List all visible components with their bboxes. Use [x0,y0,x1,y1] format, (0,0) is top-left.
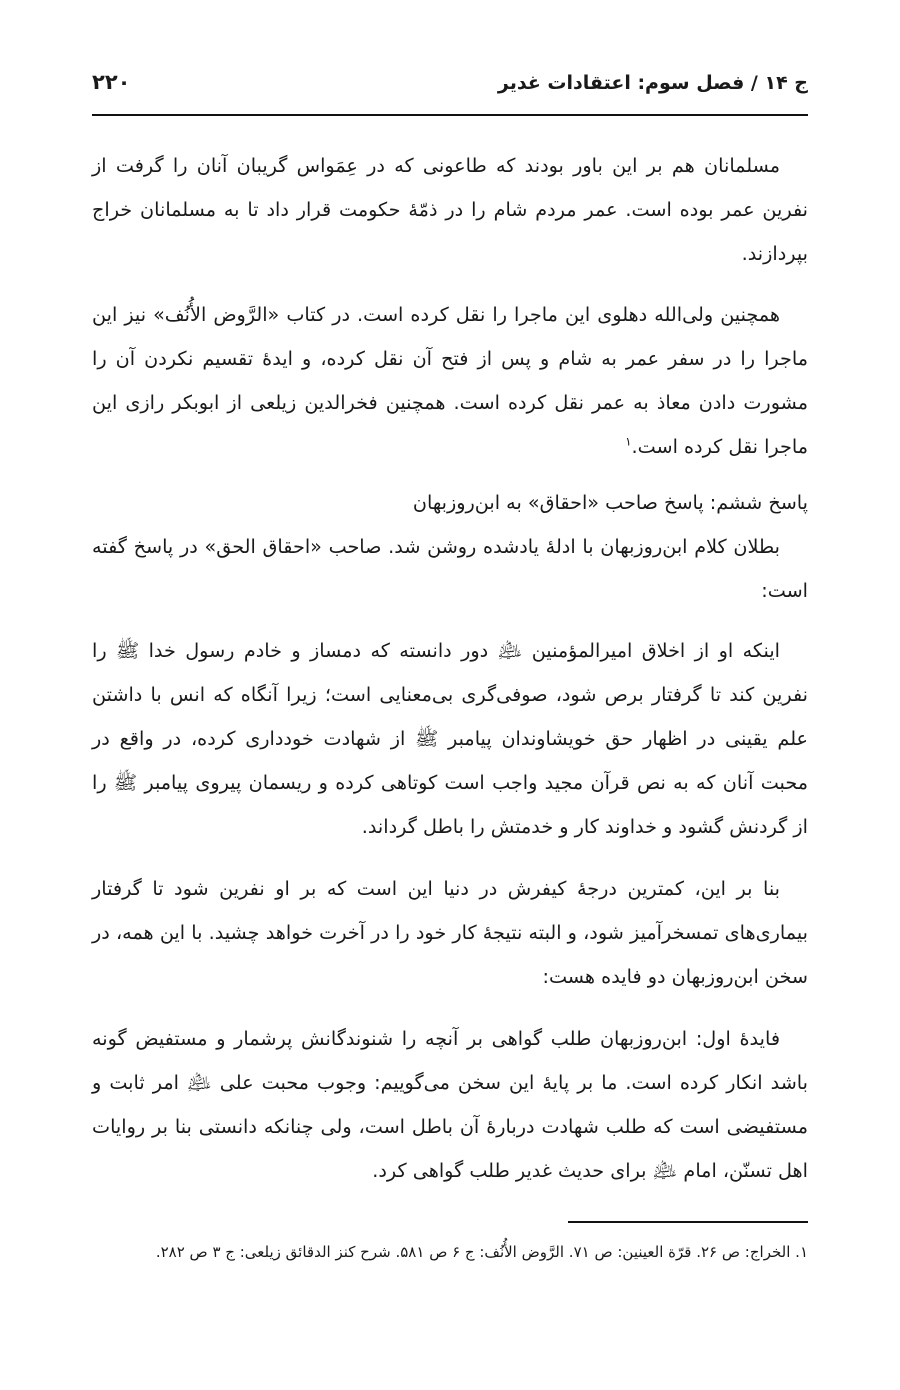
book-page [92,62,808,1268]
quoted-paragraph: اینکه او از اخلاق امیرالمؤمنین ﵇ دور دانسته که دمساز و خادم رسول خدا ﷺ را نفرین کند تا گرفتار برص شود، صوفی‌گری بی‌معنایی است؛ زیرا آنگاه که انس با داشتن علم یقینی در اظهار حق خویشاوندان پیامبر ﷺ از شهادت خودداری کرده، در واقع در محبت آنان که به نص قرآن مجید واجب است کوتاهی کرده و ریسمان پیروی پیامبر ﷺ را از گردنش گشود و خداوند کار و خدمتش را باطل گرداند. [92,639,808,838]
footnote-reference[interactable]: ۱ [625,434,632,449]
footnotes [92,1237,808,1268]
running-header [92,62,808,110]
paragraph-4: بطلان کلام ابن‌روزبهان با ادلهٔ یادشده روشن شد. صاحب «احقاق الحق» در پاسخ گفته است: [92,535,808,602]
page-number: ۲۲۰ [92,70,131,94]
header-rule [92,114,808,116]
paragraph-2 [92,293,808,469]
paragraph-6: بنا بر این، کمترین درجهٔ کیفرش در دنیا این است که بر او نفرین شود تا گرفتار بیماری‌های تمسخرآمیز شود، و البته نتیجهٔ کار خود را در آخرت خواهد چشید. با این همه، در سخن ابن‌روزبهان دو فایده هست: [92,877,808,988]
footnote-rule [568,1221,808,1223]
footnote-1: ۱. الخراج: ص ۲۶. قرّة العینین: ص ۷۱. الرَّوض الأُنُف: ج ۶ ص ۵۸۱. شرح کنز الدقائق زیلعی: ج ۳ ص ۲۸۲. [155,1243,808,1261]
section-heading: پاسخ ششم: پاسخ صاحب «احقاق» به ابن‌روزبهان [412,491,808,514]
body-text [92,144,808,1193]
paragraph-2-text: همچنین ولی‌الله دهلوی این ماجرا را نقل کرده است. در کتاب «الرَّوض الأُنُف» نیز این ماجرا را در سفر عمر به شام و پس از فتح آن نقل کرده، و ایدهٔ تقسیم نکردن آن را مشورت دادن معاذ به عمر نقل کرده است. همچنین فخرالدین زیلعی از ابوبکر رازی این ماجرا نقل کرده است. [92,303,808,458]
paragraph-7: فایدهٔ اول: ابن‌روزبهان طلب گواهی بر آنچه را شنوندگانش پرشمار و مستفیض گونه باشد انکار کرده است. ما بر پایهٔ این سخن می‌گوییم: وجوب محبت علی ﵇ امر ثابت و مستفیضی است که طلب شهادت دربارهٔ آن باطل است، ولی چنانکه دانستی بنا بر روایات اهل تسنّن، امام ﵇ برای حدیث غدیر طلب گواهی کرد. [92,1027,808,1182]
paragraph-1: مسلمانان هم بر این باور بودند که طاعونی که در عِمَواس گریبان آنان را گرفت از نفرین عمر بوده است. عمر مردم شام را در ذمّهٔ حکومت قرار داد تا به مسلمانان خراج بپردازند. [92,154,808,265]
running-title: ج ۱۴ / فصل سوم: اعتقادات غدیر [497,72,808,94]
